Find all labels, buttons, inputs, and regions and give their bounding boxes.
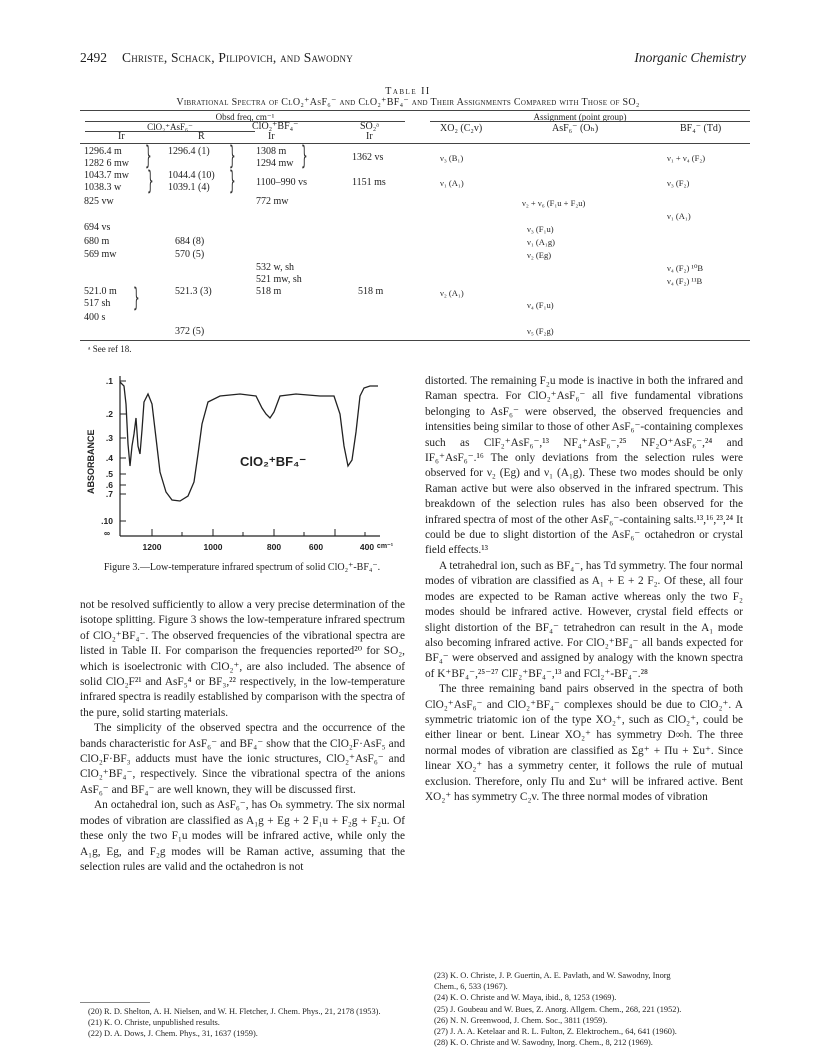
reference: (25) J. Goubeau and W. Bues, Z. Anorg. Allgem. Chem., 268, 221 (1952).: [434, 1004, 682, 1014]
x-tick-label: 400: [359, 542, 375, 552]
ir-cell: 521.0 m: [84, 286, 117, 297]
brace: }: [300, 141, 308, 171]
running-authors: Christe, Schack, Pilipovich, and Sawodny: [122, 50, 353, 65]
ir-cell: 1282 6 mw: [84, 158, 129, 169]
raman-cell: 1044.4 (10): [168, 170, 215, 181]
raman-cell: 684 (8): [175, 236, 205, 247]
rule-asf6-sub: [85, 131, 255, 132]
ir-cell: 1043.7 mw: [84, 170, 129, 181]
footnote-rule: [80, 1002, 150, 1003]
x-tick-label: 1200: [142, 542, 162, 552]
brace: }: [146, 166, 154, 196]
ir-cell: 569 mw: [84, 249, 117, 260]
ir-cell: 825 vw: [84, 196, 114, 207]
raman-cell: 372 (5): [175, 326, 205, 337]
ir-cell: 1296.4 m: [84, 146, 122, 157]
ir-spectrum-figure: [80, 374, 400, 560]
bf4-ir-cell: 518 m: [256, 286, 282, 297]
y-tick-label: .5: [105, 469, 113, 479]
bf4-assign-cell: ν₄ (F₂) ¹¹B: [667, 276, 703, 286]
bf4-assign-cell: ν₁ (A₁): [667, 211, 691, 221]
page-number: 2492: [80, 50, 107, 65]
bf4-ir-cell: 1100–990 vs: [256, 177, 308, 188]
table-title: Vibrational Spectra of ClO₂⁺AsF₆⁻ and ClO₂⁺BF₄⁻ and Their Assignments Compared with Those of SO₂: [176, 97, 640, 108]
left-references: [88, 1006, 410, 1040]
brace: }: [228, 166, 236, 196]
reference: (24) K. O. Christe and W. Maya, ibid., 8, 1253 (1969).: [434, 993, 617, 1003]
brace: }: [144, 141, 152, 171]
table-bottom-rule: [80, 340, 750, 341]
head-asf6: AsF₆⁻ (Oₕ): [552, 123, 599, 134]
journal-name: Inorganic Chemistry: [634, 50, 746, 65]
bf4-ir-cell: 772 mw: [256, 196, 289, 207]
y-tick-label: .4: [105, 453, 113, 463]
brace: }: [132, 283, 140, 313]
asf6-cell: ν₃ (F₁u): [527, 224, 554, 234]
bf4-assign-cell: ν₁ + ν₄ (F₂): [667, 153, 706, 163]
x-unit-label: cm⁻¹: [376, 543, 394, 550]
asf6-cell: ν₂ + ν₆ (F₁u + F₂u): [522, 198, 586, 208]
x-ticks: [152, 529, 365, 536]
bf4-ir-cell: 1294 mw: [256, 158, 294, 169]
head-clo2bf4: ClO₂⁺BF₄⁻: [252, 121, 299, 132]
head-so2: SO₂ᵃ: [360, 121, 380, 132]
y-tick-label: .1: [105, 376, 113, 386]
xo2-cell: ν₁ (A₁): [440, 178, 464, 188]
rule-assign: [430, 121, 750, 122]
group-assign: Assignment (point group): [533, 112, 627, 122]
reference: (20) R. D. Shelton, A. H. Nielsen, and W. H. Fletcher, J. Chem. Phys., 21, 2178 (1953).: [88, 1007, 381, 1016]
reference: (22) D. A. Dows, J. Chem. Phys., 31, 1637 (1959).: [88, 1029, 258, 1039]
head-ir2: Ir: [268, 131, 275, 142]
paragraph: not be resolved sufficiently to allow a very precise determination of the isotope splitting. Figure 3 shows the low-temperature infrared spectrum of ClO₂⁺BF₄⁻. The observed frequencies of the vibrational spectra are listed in Table II. For comparison the frequencies reported²⁰ for SO₂, which is isoelectronic with ClO₂⁺, are also included. The absence of solid ClO₂F²¹ and AsF₅⁴ or BF₃,²² respectively, in the low-temperature infrared spectra is readily established by comparison with the spectra of the pure, solid starting materials.: [80, 599, 405, 719]
asf6-cell: ν₁ (A₁g): [527, 237, 555, 247]
raman-cell: 570 (5): [175, 249, 205, 260]
spectrum-trace: [120, 382, 378, 501]
so2-cell: 1151 ms: [352, 177, 386, 188]
head-xo2: XO₂ (C₂v): [440, 123, 483, 134]
ir-cell: 694 vs: [84, 222, 111, 233]
figure-caption: Figure 3.—Low-temperature infrared spectrum of solid ClO₂⁺-BF₄⁻.: [103, 562, 381, 573]
paragraph: The simplicity of the observed spectra and the occurrence of the bands characteristic for AsF₆⁻ and BF₄⁻ show that the ClO₂F·AsF₅ and ClO₂F·BF₃ adducts must have the ionic structures, ClO₂⁺AsF₆⁻ and ClO₂⁺BF₄⁻, respectively. Since the vibrational spectra of the anions AsF₆⁻ and BF₄⁻ are well known, they will be discussed first.: [80, 722, 405, 796]
raman-cell: 1296.4 (1): [168, 146, 210, 157]
spectrum-compound-label: ClO₂⁺BF₄⁻: [240, 454, 307, 469]
so2-cell: 1362 vs: [352, 152, 384, 163]
xo2-cell: ν₂ (A₁): [440, 288, 464, 298]
y-tick-label: ∞: [103, 528, 110, 538]
ir-cell: 1038.3 w: [84, 182, 122, 193]
table-head-rule: [80, 143, 750, 144]
table-footnote: ᵃ See ref 18.: [88, 344, 132, 354]
head-ir1: Ir: [118, 131, 125, 142]
ir-cell: 517 sh: [84, 298, 111, 309]
y-tick-label: .3: [105, 433, 113, 443]
paragraph: distorted. The remaining F₂u mode is inactive in both the infrared and Raman spectra. For ClO₂⁺AsF₆⁻ all five fundamental vibrations belonging to AsF₆⁻ were observed, the observed frequencies and intensities being similar to those of other AsF₆⁻-containing complexes such as ClF₂⁺AsF₆⁻,¹³ NF₄⁺AsF₆⁻,²⁵ NF₂O⁺AsF₆⁻,²⁴ and IF₆⁺AsF₆⁻.¹⁶ The only deviations from the selection rules were observed for ν₂ (Eg) and ν₁ (A₁g). These two modes should be only Raman active but were also observed in the infrared spectrum. This breakdown of the selection rules has also been observed for the infrared spectra of most of the other AsF₆⁻-containing salts.¹³,¹⁶,²³,²⁴ It could be due to slight distortion of the AsF₆⁻ octahedron or crystal field effects.¹³: [425, 375, 744, 557]
reference: (23) K. O. Christe, J. P. Guertin, A. E. Pavlath, and W. Sawodny, Inorg: [434, 971, 671, 980]
paragraph: A tetrahedral ion, such as BF₄⁻, has Td symmetry. The four normal modes of vibration are classified as A₁ + E + 2 F₂. Of these, all four modes are expected to be Raman active whereas only the two F₂ modes should be infrared active. However, crystal field effects or slight distortion of the BF₄⁻ tetrahedron can result in the A₁ mode also becoming infrared active. For ClO₂⁺BF₄⁻ all bands expected for BF₄⁻ were observed and assigned by analogy with the known spectra of K⁺BF₄⁻,²⁵⁻²⁷ ClF₂⁺BF₄⁻,¹³ and FCl₂⁺-BF₄⁻.²⁸: [425, 559, 743, 680]
ir-cell: 680 m: [84, 236, 110, 247]
asf6-cell: ν₄ (F₁u): [527, 300, 554, 310]
y-tick-label: .10: [101, 516, 113, 526]
x-tick-label: 800: [266, 542, 282, 552]
bf4-assign-cell: ν₃ (F₂): [667, 178, 690, 188]
bf4-ir-cell: 521 mw, sh: [256, 274, 302, 285]
right-column-body: [425, 374, 743, 805]
asf6-cell: ν₅ (F₂g): [527, 326, 554, 336]
reference: (21) K. O. Christe, unpublished results.: [88, 1018, 220, 1028]
paragraph: An octahedral ion, such as AsF₆⁻, has Oₕ symmetry. The six normal modes of vibration are classified as A₁g + Eg + 2 F₁u + F₂g + F₂u. Of these only the two F₁u modes will be infrared active, while only the A₁g, Eg, and F₂g modes will be Raman active, assuming that the selection rules are valid and the octahedron is not: [80, 799, 405, 873]
reference: Chem., 6, 533 (1967).: [434, 982, 508, 992]
x-tick-label: 600: [308, 542, 324, 552]
reference: (28) K. O. Christe and W. Sawodny, Inorg. Chem., 8, 212 (1969).: [434, 1038, 653, 1048]
y-tick-label: .7: [105, 489, 113, 499]
right-references: [434, 970, 750, 1048]
sub-clo2asf6: ClO₂⁺AsF₆⁻: [147, 122, 193, 132]
left-column-body: [80, 598, 405, 875]
paragraph: The three remaining band pairs observed in the spectra of both ClO₂⁺AsF₆⁻ and ClO₂⁺BF₄⁻ complexes should be due to ClO₂⁺. A symmetric triatomic ion of the type XO₂⁺, such as ClO₂⁺, could be either linear or bent. Linear XO₂⁺ has symmetry D∞h. The three normal modes of vibration are classified as Σg⁺ + Πu + Σu⁺. Since linear XO₂⁺ has a symmetry center, it follows the rule of mutual exclusion. Therefore, only Πu and Σu⁺ will be infrared active. Bent XO₂⁺ has symmetry C₂v. The three normal modes of vibration: [425, 683, 743, 803]
head-bf4: BF₄⁻ (Td): [680, 123, 722, 134]
y-axis-label: ABSORBANCE: [86, 429, 96, 494]
bf4-assign-cell: ν₄ (F₂) ¹⁰B: [667, 263, 704, 273]
head-r: R: [198, 131, 205, 142]
xo2-cell: ν₃ (B₁): [440, 153, 464, 163]
group-obsd: Obsd freq, cm⁻¹: [215, 112, 275, 122]
bf4-ir-cell: 1308 m: [256, 146, 287, 157]
reference: (26) N. N. Greenwood, J. Chem. Soc., 3811 (1959).: [434, 1015, 608, 1025]
table-label: Table II: [385, 86, 431, 97]
y-tick-label: .6: [105, 480, 113, 490]
so2-cell: 518 m: [358, 286, 384, 297]
brace: }: [228, 141, 236, 171]
raman-cell: 1039.1 (4): [168, 182, 210, 193]
y-ticks: [101, 376, 126, 538]
asf6-cell: ν₂ (Eg): [527, 250, 552, 260]
raman-cell: 521.3 (3): [175, 286, 212, 297]
reference: (27) J. A. A. Ketelaar and R. L. Fulton, Z. Elektrochem., 64, 641 (1960).: [434, 1027, 677, 1037]
y-tick-label: .2: [105, 409, 113, 419]
x-tick-label: 1000: [203, 542, 223, 552]
head-ir3: Ir: [366, 131, 373, 142]
ir-cell: 400 s: [84, 312, 106, 323]
bf4-ir-cell: 532 w, sh: [256, 262, 294, 273]
